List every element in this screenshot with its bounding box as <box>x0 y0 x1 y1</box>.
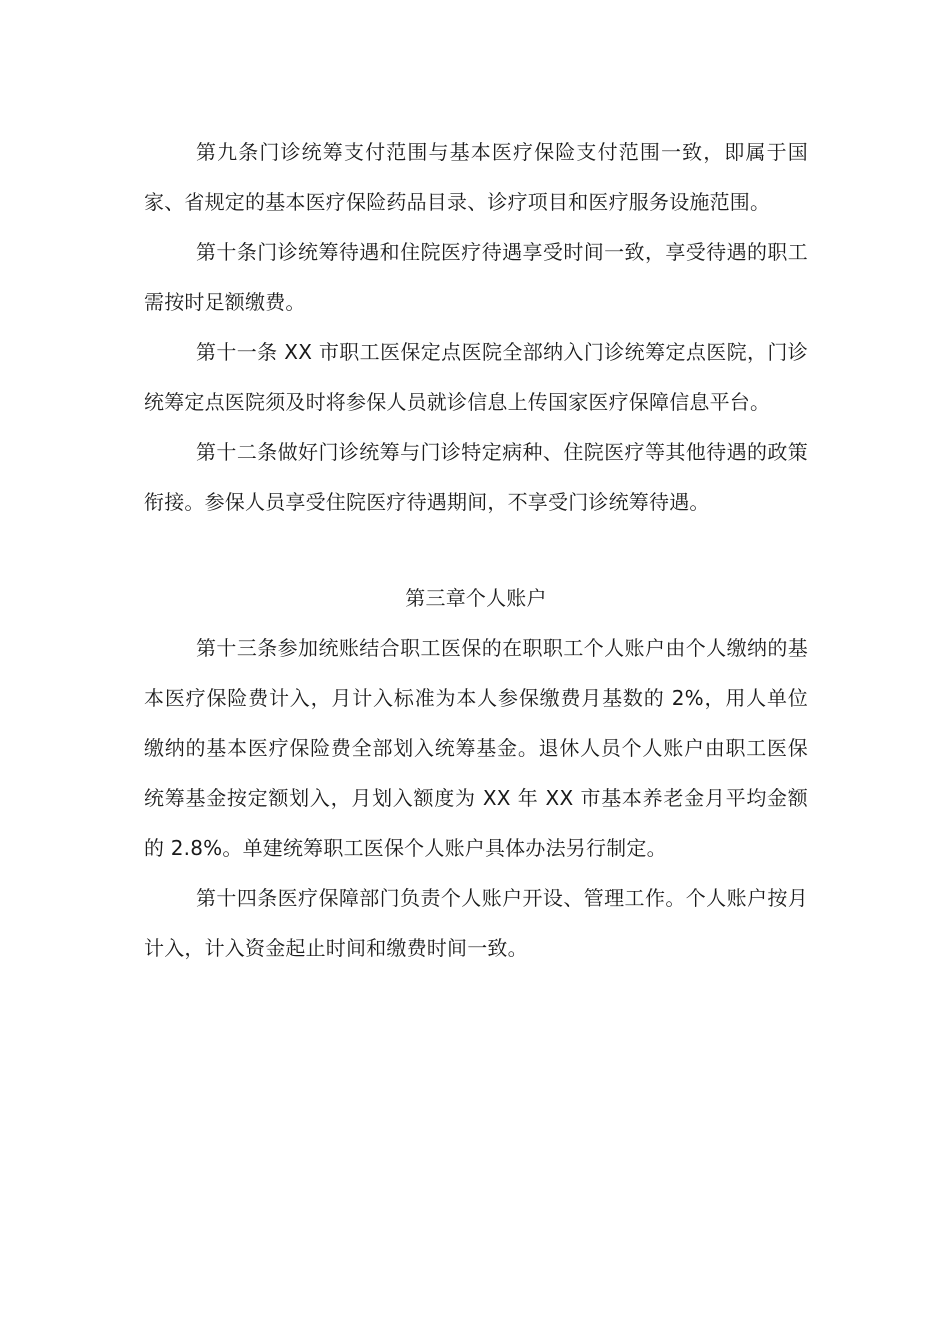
article-9-paragraph: 第九条门诊统筹支付范围与基本医疗保险支付范围一致，即属于国家、省规定的基本医疗保险药品目录、诊疗项目和医疗服务设施范围。 <box>144 140 808 214</box>
chapter-title: 第三章个人账户 <box>405 586 547 610</box>
document-body <box>144 127 808 973</box>
article-12-paragraph: 第十二条做好门诊统筹与门诊特定病种、住院医疗等其他待遇的政策衔接。参保人员享受住院医疗待遇期间，不享受门诊统筹待遇。 <box>144 440 808 514</box>
article-11-paragraph: 第十一条 XX 市职工医保定点医院全部纳入门诊统筹定点医院，门诊统筹定点医院须及时将参保人员就诊信息上传国家医疗保障信息平台。 <box>144 340 808 414</box>
article-10-paragraph: 第十条门诊统筹待遇和住院医疗待遇享受时间一致，享受待遇的职工需按时足额缴费。 <box>144 240 808 314</box>
article-14-paragraph: 第十四条医疗保障部门负责个人账户开设、管理工作。个人账户按月计入，计入资金起止时间和缴费时间一致。 <box>144 886 808 960</box>
article-13-paragraph: 第十三条参加统账结合职工医保的在职职工个人账户由个人缴纳的基本医疗保险费计入，月计入标准为本人参保缴费月基数的 2%，用人单位缴纳的基本医疗保险费全部划入统筹基金。退休人员个人账户由职工医保统筹基金按定额划入，月划入额度为 XX 年 XX 市基本养老金月平均金额的 2.8%。单建统筹职工医保个人账户具体办法另行制定。 <box>144 636 808 860</box>
